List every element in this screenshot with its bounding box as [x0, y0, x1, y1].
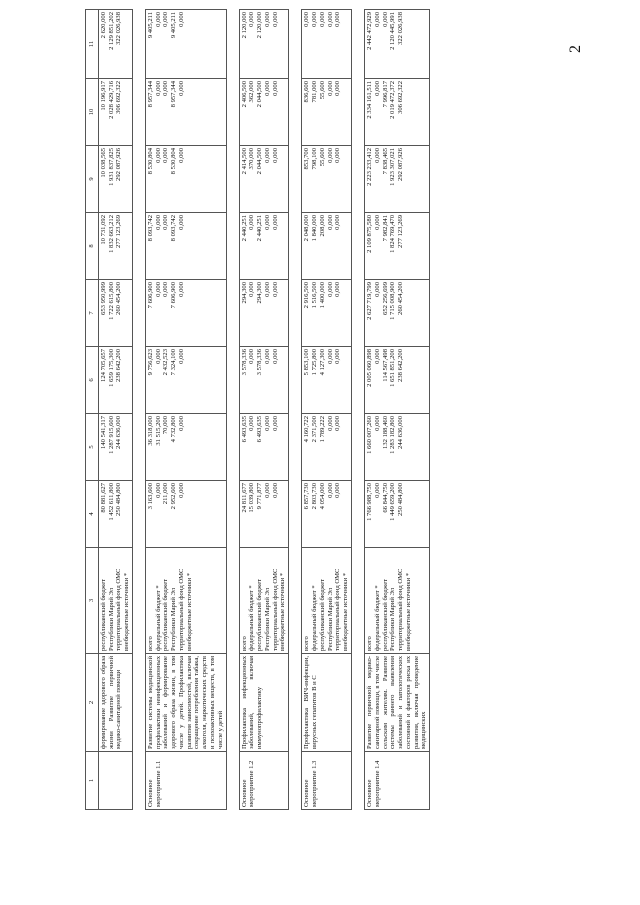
value: 0,000: [373, 416, 381, 431]
value: 2 044,500: [256, 148, 264, 175]
column-header: 1: [86, 752, 99, 810]
funding-source: республиканский бюджет Республики Марий Эл: [99, 578, 115, 651]
value: 6 493,635: [256, 416, 264, 443]
value: 15 039,800: [248, 483, 256, 513]
value: 0,000: [263, 148, 271, 163]
column-header: 9: [86, 146, 99, 213]
value: 306 692,322: [115, 81, 123, 114]
value-cell: [98, 146, 132, 213]
value: 124 705,657: [99, 349, 107, 382]
value-cell: [364, 79, 429, 146]
measure-description: формирование здорового образа жизни Развитие первичной медико-санитарной помощи: [98, 654, 132, 752]
value: 0,000: [178, 349, 186, 364]
value: 1 287 915,600: [107, 416, 115, 454]
value: 370,000: [248, 148, 256, 170]
value: 2 120,000: [256, 12, 264, 39]
value: 0,000: [263, 282, 271, 297]
row-separator: [351, 10, 364, 810]
value: 8 957,344: [146, 81, 154, 108]
value: 0,000: [334, 215, 342, 230]
column-header: 5: [86, 414, 99, 481]
funding-source: федеральный бюджет *: [373, 585, 381, 651]
value-cell: [302, 79, 352, 146]
measure-description: Профилактика инфекционных заболеваний, включая иммунопрофилактику: [239, 654, 289, 752]
measure-label: [98, 752, 132, 810]
value: 0,000: [248, 282, 256, 297]
value: 1 283 182,800: [389, 416, 397, 454]
value: 853,700: [303, 148, 311, 170]
value: 652 256,699: [381, 282, 389, 315]
value: 244 636,000: [115, 416, 123, 449]
value-cell: [364, 10, 429, 79]
value: 277 123,269: [115, 215, 123, 248]
value: 2 223 233,412: [365, 148, 373, 186]
value-cell: [239, 414, 289, 481]
value: 1 516,500: [311, 282, 319, 309]
funding-source: внебюджетные источники *: [342, 572, 350, 651]
page-number: 2: [567, 45, 584, 53]
value: 0,000: [263, 215, 271, 230]
value: 2 627 719,799: [365, 282, 373, 320]
value: 2 916,500: [303, 282, 311, 309]
value: 2 048,000: [303, 215, 311, 242]
row-separator: [226, 10, 239, 810]
value: 0,000: [263, 81, 271, 96]
value: 2 952,600: [170, 483, 178, 510]
value: 0,000: [154, 148, 162, 163]
value: 2 129 851,202: [107, 12, 115, 50]
value-cell: [98, 347, 132, 414]
table-row: [98, 10, 132, 810]
funding-source: республиканский бюджет Республики Марий Эл: [318, 578, 334, 651]
value: 0,000: [303, 12, 311, 27]
value: 1 766 988,750: [365, 483, 373, 521]
value-cell: [98, 280, 132, 347]
value: 2 044,500: [256, 81, 264, 108]
value: 1 832 663,212: [107, 215, 115, 253]
value: 781,000: [311, 81, 319, 103]
value: 0,000: [326, 416, 334, 431]
value: 2 028 429,716: [107, 81, 115, 119]
value-cell: [239, 79, 289, 146]
value: 66 844,750: [381, 483, 389, 513]
value: 1 923 307,021: [389, 148, 397, 186]
value: 1 449 659,200: [389, 483, 397, 521]
value-cell: [239, 280, 289, 347]
value: 9 405,211: [170, 12, 178, 39]
column-header: 4: [86, 481, 99, 548]
value: 1 722 615,800: [107, 282, 115, 320]
value: 0,000: [373, 483, 381, 498]
value: 7 996,817: [381, 81, 389, 108]
value: 0,000: [248, 349, 256, 364]
value: 2 109 875,580: [365, 215, 373, 253]
column-header: 3: [86, 548, 99, 654]
value: 0,000: [326, 12, 334, 27]
value-cell: [145, 347, 226, 414]
measure-description: Развитие первичной медико-санитарной помощи, в том числе сельским жителям. Развитие системы раннего выявления заболеваний и патологических состояний и факторов риска их развития, включая проведение медицинских: [364, 654, 429, 752]
value: 1 789,222: [318, 416, 326, 443]
value: 0,000: [154, 282, 162, 297]
value: 0,000: [178, 81, 186, 96]
value: 0,000: [263, 12, 271, 27]
value: 9 405,211: [146, 12, 154, 39]
funding-source: территориальный фонд ОМС: [334, 568, 342, 651]
value: 0,000: [334, 282, 342, 297]
value: 0,000: [162, 81, 170, 96]
column-header: 7: [86, 280, 99, 347]
value: 0,000: [248, 215, 256, 230]
value: 0,000: [381, 12, 389, 27]
value: 2 120,000: [240, 12, 248, 39]
value-cell: [302, 414, 352, 481]
column-header: 10: [86, 79, 99, 146]
value: 80 881,627: [99, 483, 107, 513]
funding-source: всего: [146, 636, 154, 651]
value: 0,000: [311, 12, 319, 27]
separator-cell: [226, 10, 239, 810]
value: 0,000: [326, 148, 334, 163]
value-cell: [98, 10, 132, 79]
value: 2 019 472,372: [389, 81, 397, 119]
funding-source: республиканский бюджет Республики Марий Эл: [256, 578, 271, 651]
value: 7 606,900: [170, 282, 178, 309]
column-header: 2: [86, 654, 99, 752]
value: 140 541,317: [99, 416, 107, 449]
table-header-row: [86, 10, 99, 810]
value: 2 440,251: [256, 215, 264, 242]
value: 798,100: [311, 148, 319, 170]
value: 36 318,000: [146, 416, 154, 446]
value: 0,000: [334, 416, 342, 431]
budget-table: [85, 9, 430, 810]
funding-sources: [302, 548, 352, 654]
value: 5 853,100: [303, 349, 311, 376]
value-cell: [98, 79, 132, 146]
value: 1 660 007,260: [365, 416, 373, 454]
value-cell: [302, 280, 352, 347]
value: 260 454,200: [115, 282, 123, 315]
value: 0,000: [326, 215, 334, 230]
measure-label: Основное мероприятие 1.4: [364, 752, 429, 810]
value: 7 606,900: [146, 282, 154, 309]
value: 70,000: [162, 416, 170, 435]
value-cell: [145, 79, 226, 146]
value: 8 957,344: [170, 81, 178, 108]
funding-source: федеральный бюджет *: [248, 585, 256, 651]
value: 0,000: [334, 12, 342, 27]
value: 0,000: [326, 349, 334, 364]
table-row: [302, 10, 352, 810]
value: 0,000: [162, 282, 170, 297]
column-header: 6: [86, 347, 99, 414]
value: 0,000: [178, 416, 186, 431]
value: 0,000: [326, 81, 334, 96]
value: 0,000: [263, 483, 271, 498]
column-header: 11: [86, 10, 99, 79]
value: 292 087,926: [397, 148, 405, 181]
value-cell: [239, 481, 289, 548]
value: 0,000: [373, 282, 381, 297]
value: 0,000: [162, 148, 170, 163]
value: 211,000: [162, 483, 170, 505]
value: 208,000: [318, 215, 326, 237]
value: 4 127,300: [318, 349, 326, 376]
table-body: [98, 10, 429, 810]
funding-source: республиканский бюджет Республики Марий Эл: [162, 578, 178, 651]
value: 0,000: [373, 349, 381, 364]
value-cell: [364, 146, 429, 213]
value: 9 756,623: [146, 349, 154, 376]
funding-source: всего: [240, 636, 248, 651]
value-cell: [302, 146, 352, 213]
value: 238 642,200: [115, 349, 123, 382]
value: 0,000: [162, 215, 170, 230]
value: 0,000: [373, 81, 381, 96]
value: 362,000: [248, 81, 256, 103]
measure-label: Основное мероприятие 1.3: [302, 752, 352, 810]
value-cell: [98, 414, 132, 481]
value: 2 440,251: [240, 215, 248, 242]
value: 8 530,804: [146, 148, 154, 175]
value: 277 123,269: [397, 215, 405, 248]
value: 0,000: [248, 416, 256, 431]
value: 0,000: [178, 12, 186, 27]
value: 294,300: [256, 282, 264, 304]
value: 0,000: [271, 282, 279, 297]
funding-source: внебюджетные источники *: [185, 572, 193, 651]
separator-cell: [289, 10, 302, 810]
value: 0,000: [271, 215, 279, 230]
value: 0,000: [271, 416, 279, 431]
value: 55,600: [318, 81, 326, 100]
value: 292 087,926: [115, 148, 123, 181]
value-cell: [145, 10, 226, 79]
value-cell: [145, 280, 226, 347]
funding-source: территориальный фонд ОМС: [397, 568, 405, 651]
value-cell: [145, 481, 226, 548]
value: 7 838,465: [381, 148, 389, 175]
value: 1 840,000: [311, 215, 319, 242]
funding-source: федеральный бюджет *: [154, 585, 162, 651]
table-row: [145, 10, 226, 810]
value: 1 651 851,200: [389, 349, 397, 387]
value-cell: [364, 414, 429, 481]
value-cell: [302, 481, 352, 548]
value: 250 484,800: [397, 483, 405, 516]
value: 0,000: [326, 483, 334, 498]
value: 24 811,677: [240, 483, 248, 513]
value: 0,000: [318, 12, 326, 27]
value: 114 567,498: [381, 349, 389, 382]
value: 6 493,635: [240, 416, 248, 443]
value: 0,000: [271, 12, 279, 27]
value: 2 120 445,991: [389, 12, 397, 50]
value: 0,000: [271, 349, 279, 364]
value-cell: [145, 213, 226, 280]
rotated-page: [85, 10, 605, 810]
value: 6 857,730: [303, 483, 311, 510]
value: 0,000: [263, 349, 271, 364]
value: 2 442 472,929: [365, 12, 373, 50]
value: 322 026,938: [115, 12, 123, 45]
value: 2 414,500: [240, 148, 248, 175]
value: 1 715 008,900: [389, 282, 397, 320]
separator-cell: [132, 10, 145, 810]
value: 2 005 060,898: [365, 349, 373, 387]
funding-source: внебюджетные источники *: [123, 572, 131, 651]
value: 0,000: [271, 483, 279, 498]
value: 322 026,938: [397, 12, 405, 45]
row-separator: [289, 10, 302, 810]
value: 0,000: [178, 148, 186, 163]
value: 0,000: [178, 215, 186, 230]
value: 1 824 769,470: [389, 215, 397, 253]
funding-source: территориальный фонд ОМС: [178, 568, 186, 651]
funding-sources: [145, 548, 226, 654]
value: 3 578,336: [256, 349, 264, 376]
value: 7 324,100: [170, 349, 178, 376]
measure-description: Профилактика ВИЧ-инфекции, вирусных гепатитов В и С: [302, 654, 352, 752]
value-cell: [239, 10, 289, 79]
value-cell: [239, 347, 289, 414]
value: 2 803,730: [311, 483, 319, 510]
value-cell: [302, 10, 352, 79]
value: 1 931 837,825: [107, 148, 115, 186]
value-cell: [98, 213, 132, 280]
value: 9 771,877: [256, 483, 264, 510]
value: 0,000: [162, 12, 170, 27]
funding-source: территориальный фонд ОМС: [271, 568, 279, 651]
value: 0,000: [263, 416, 271, 431]
funding-source: внебюджетные источники *: [404, 572, 412, 651]
funding-source: республиканский бюджет Республики Марий Эл: [381, 578, 397, 651]
separator-cell: [351, 10, 364, 810]
value: 2 620,000: [99, 12, 107, 39]
value: 3 578,336: [240, 349, 248, 376]
value: 0,000: [326, 282, 334, 297]
value: 260 454,200: [397, 282, 405, 315]
value: 0,000: [271, 81, 279, 96]
value: 238 642,200: [397, 349, 405, 382]
value: 0,000: [271, 148, 279, 163]
value: 4 054,000: [318, 483, 326, 510]
value: 1 452 611,800: [107, 483, 115, 521]
value: 55,600: [318, 148, 326, 167]
value: 2 406,500: [240, 81, 248, 108]
funding-source: внебюджетные источники *: [279, 572, 287, 651]
value: 1 400,000: [318, 282, 326, 309]
value: 4 160,722: [303, 416, 311, 443]
value: 653 950,999: [99, 282, 107, 315]
measure-label: Основное мероприятие 1.1: [145, 752, 226, 810]
value: 0,000: [154, 349, 162, 364]
value: 3 163,600: [146, 483, 154, 510]
value: 0,000: [178, 483, 186, 498]
value-cell: [364, 481, 429, 548]
value: 7 982,841: [381, 215, 389, 242]
value: 10 731,092: [99, 215, 107, 245]
value: 0,000: [334, 81, 342, 96]
value: 2 371,500: [311, 416, 319, 443]
value: 306 692,322: [397, 81, 405, 114]
value: 244 636,000: [397, 416, 405, 449]
value: 0,000: [373, 215, 381, 230]
row-separator: [132, 10, 145, 810]
value: 836,600: [303, 81, 311, 103]
funding-sources: [364, 548, 429, 654]
value-cell: [302, 347, 352, 414]
value: 31 515,200: [154, 416, 162, 446]
value: 1 725,800: [311, 349, 319, 376]
value: 1 659 175,300: [107, 349, 115, 387]
value: 0,000: [154, 12, 162, 27]
funding-source: всего: [365, 636, 373, 651]
value: 0,000: [334, 148, 342, 163]
value-cell: [145, 414, 226, 481]
value: 294,300: [240, 282, 248, 304]
value: 8 530,804: [170, 148, 178, 175]
measure-label: Основное мероприятие 1.2: [239, 752, 289, 810]
value: 10 038,565: [99, 148, 107, 178]
value-cell: [239, 213, 289, 280]
table-row: [364, 10, 429, 810]
value: 0,000: [334, 483, 342, 498]
value: 10 196,917: [99, 81, 107, 111]
value: 2 334 161,511: [365, 81, 373, 119]
value-cell: [98, 481, 132, 548]
funding-source: всего: [303, 636, 311, 651]
funding-sources: [98, 548, 132, 654]
value: 0,000: [334, 349, 342, 364]
column-header: 8: [86, 213, 99, 280]
value: 0,000: [248, 12, 256, 27]
value-cell: [302, 213, 352, 280]
value-cell: [364, 347, 429, 414]
table-row: [239, 10, 289, 810]
value: 250 484,800: [115, 483, 123, 516]
value: 0,000: [154, 81, 162, 96]
value-cell: [145, 146, 226, 213]
value: 2 432,523: [162, 349, 170, 376]
value: 0,000: [154, 483, 162, 498]
value-cell: [239, 146, 289, 213]
funding-source: территориальный фонд ОМС: [115, 568, 123, 651]
value: 4 732,800: [170, 416, 178, 443]
value-cell: [364, 280, 429, 347]
value: 0,000: [178, 282, 186, 297]
funding-sources: [239, 548, 289, 654]
value: 8 093,742: [170, 215, 178, 242]
value: 0,000: [373, 148, 381, 163]
value: 0,000: [154, 215, 162, 230]
value: 0,000: [373, 12, 381, 27]
value-cell: [364, 213, 429, 280]
measure-description: Развитие системы медицинской профилактики неинфекционных заболеваний и формирование здорового образа жизни, в том числе у детей. Профилактика развития зависимостей, включая сокращение потребления табака, алкоголя, наркотических средств и психоактивных веществ, в том числе у детей: [145, 654, 226, 752]
funding-source: федеральный бюджет *: [311, 585, 319, 651]
value: 132 188,460: [381, 416, 389, 449]
value: 8 093,742: [146, 215, 154, 242]
